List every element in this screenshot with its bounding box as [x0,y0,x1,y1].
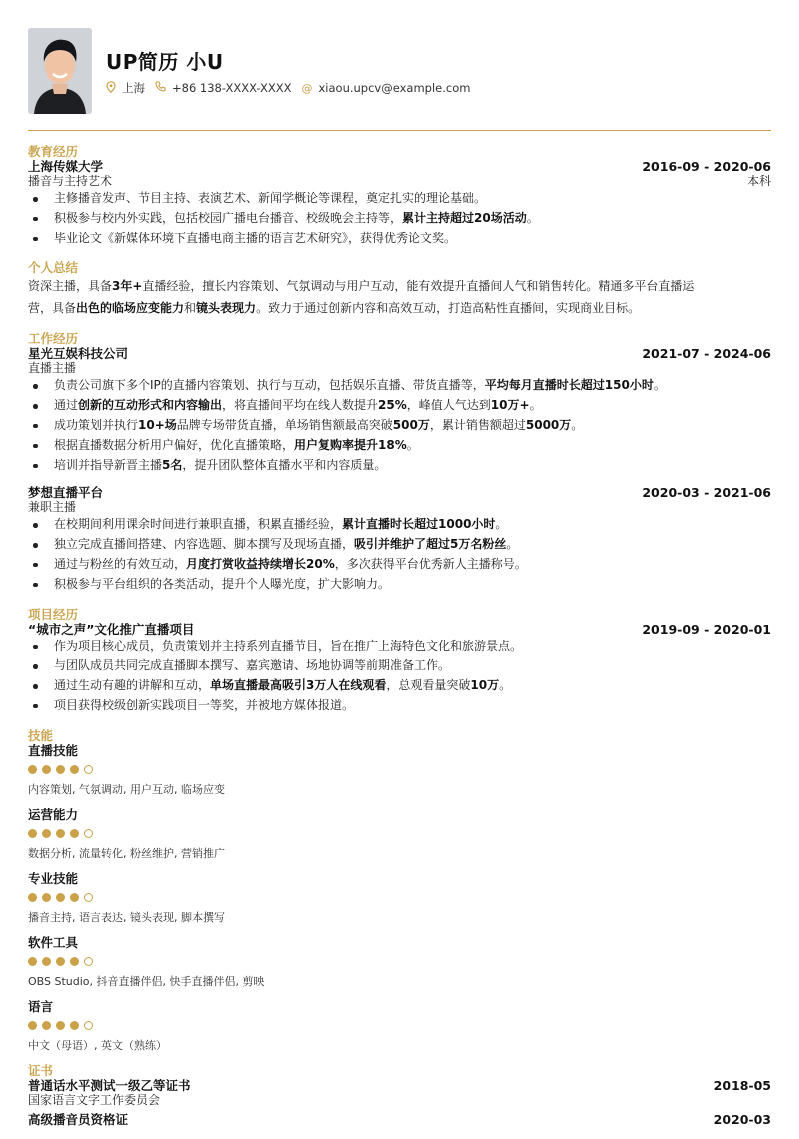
job-dates: 2021-07 - 2024-06 [642,346,771,362]
rating-dot-filled-icon [42,957,51,966]
school-name: 上海传媒大学 [28,159,104,174]
skill-rating [28,957,771,967]
job-list [28,346,771,594]
text-segment: 。 [406,437,419,452]
text-segment: 通过与粉丝的有效互动， [54,556,187,571]
skill-name: 专业技能 [28,870,79,886]
text-segment: ，将直播间平均在线人数提升 [222,398,379,413]
list-item [28,229,771,249]
list-item [28,535,771,555]
text-segment: 和 [184,301,197,316]
project-header [28,622,771,637]
skill-name: 软件工具 [28,934,79,950]
project-name: “城市之声”文化推广直播项目 [28,621,195,637]
skill-name: 运营能力 [28,806,79,822]
list-item [28,209,771,229]
skill-rating [28,765,771,775]
job-subheader [28,361,771,376]
rating-dot-filled-icon [56,893,65,902]
skill-description: OBS Studio, 抖音直播伴侣, 快手直播伴侣, 剪映 [28,974,265,988]
rating-dot-filled-icon [70,1021,79,1030]
list-item [28,575,771,595]
rating-dot-filled-icon [56,957,65,966]
section-skills [28,728,771,1053]
job-entry [28,485,771,594]
certificate-name: 普通话水平测试一级乙等证书 [28,1077,191,1093]
list-item [28,555,771,575]
highlight-text: 500万 [392,417,430,432]
project-list [28,622,771,716]
skill-name: 语言 [28,998,54,1014]
text-segment: 资深主播，具备 [28,279,113,294]
rating-dot-empty-icon [84,765,93,774]
text-segment: 项目获得校级创新实践项目一等奖，并被地方媒体报道。 [54,697,355,712]
section-education [28,144,771,248]
skill-description: 数据分析, 流量转化, 粉丝维护, 营销推广 [28,846,225,860]
text-segment: 。致力于通过创新内容和高效互动，打造高粘性直播间，实现商业目标。 [256,301,641,316]
highlight-text: 10+场 [138,417,177,432]
text-segment: 通过 [54,398,79,413]
text-segment: 作为项目核心成员，负责策划并主持系列直播节目，旨在推广上海特色文化和旅游景点。 [54,638,523,653]
project-entry [28,622,771,716]
text-segment: 通过生动有趣的讲解和互动， [54,678,211,693]
list-item [28,456,771,476]
job-role: 直播主播 [28,361,77,376]
highlight-text: 创新的互动形式和内容输出 [78,398,223,413]
rating-dot-filled-icon [70,829,79,838]
text-segment: ，峰值人气达到 [406,398,491,413]
certificate-name: 高级播音员资格证 [28,1111,129,1127]
rating-dot-filled-icon [56,1021,65,1030]
education-dates: 2016-09 - 2020-06 [642,159,771,174]
highlight-text: 月度打赏收益持续增长20% [186,556,335,571]
location-pin-icon [106,81,116,96]
contact-info [106,80,480,96]
degree: 本科 [746,174,771,188]
job-dates: 2020-03 - 2021-06 [642,485,771,501]
list-item [28,189,771,209]
list-item [28,396,771,416]
certificate-header [28,1078,771,1093]
text-segment: 积极参与校内外实践，包括校园广播电台播音、校级晚会主持等， [54,210,403,225]
section-summary [28,260,771,319]
section-title: 证书 [28,1062,54,1078]
rating-dot-filled-icon [28,893,37,902]
list-item [28,376,771,396]
text-segment: ，总观看量突破 [386,678,471,693]
list-item [28,436,771,456]
skill-item [28,999,771,1053]
rating-dot-filled-icon [56,765,65,774]
rating-dot-filled-icon [42,1021,51,1030]
rating-dot-filled-icon [70,957,79,966]
text-segment: 毕业论文《新媒体环境下直播电商主播的语言艺术研究》，获得优秀论文奖。 [54,230,457,245]
project-bullets [28,637,771,716]
header-divider [28,130,771,131]
list-item [28,676,771,696]
section-title: 个人总结 [28,260,79,276]
text-segment: 与团队成员共同完成直播脚本撰写、嘉宾邀请、场地协调等前期准备工作。 [54,658,451,673]
text-segment: 。 [653,378,666,393]
resume-content [28,144,771,1139]
highlight-text: 累计主持超过20场活动 [402,210,527,225]
section-title: 项目经历 [28,606,79,622]
company-name: 星光互娱科技公司 [28,346,129,362]
project-dates: 2019-09 - 2020-01 [642,621,771,637]
text-segment: 负责公司旗下多个IP的直播内容策划、执行与互动，包括娱乐直播、带货直播等， [54,378,485,393]
job-bullets [28,376,771,475]
company-name: 梦想直播平台 [28,485,104,501]
major: 播音与主持艺术 [28,174,113,188]
highlight-text: 镜头表现力 [196,301,257,316]
list-item [28,656,771,676]
rating-dot-empty-icon [84,1021,93,1030]
highlight-text: 用户复购率提升18% [294,437,407,452]
rating-dot-empty-icon [84,957,93,966]
section-title: 工作经历 [28,331,79,347]
avatar [28,28,92,114]
job-bullets [28,515,771,594]
text-segment: 营，具备 [28,301,77,316]
text-segment: 。 [526,210,539,225]
skill-rating [28,829,771,839]
list-item [28,416,771,436]
rating-dot-filled-icon [42,893,51,902]
skill-item [28,743,771,797]
rating-dot-filled-icon [28,829,37,838]
job-header [28,485,771,500]
phone-text: +86 138-XXXX-XXXX [172,81,292,95]
skill-item [28,871,771,925]
skill-description: 内容策划, 气氛调动, 用户互动, 临场应变 [28,782,225,796]
text-segment: 。 [529,398,542,413]
email-text[interactable]: xiaou.upcv@example.com [318,81,471,95]
certificate-date: 2018-05 [713,1077,771,1093]
rating-dot-filled-icon [28,1021,37,1030]
list-item [28,696,771,716]
text-segment: ，提升团队整体直播水平和内容质量。 [182,457,387,472]
certificate-item [28,1078,771,1108]
highlight-text: 3年+ [112,279,143,294]
text-segment: 主修播音发声、节目主持、表演艺术、新闻学概论等课程，奠定扎实的理论基础。 [54,191,487,205]
text-segment: 。 [506,537,519,552]
contact-email[interactable] [301,81,470,95]
skill-description: 播音主持, 语言表达, 镜头表现, 脚本撰写 [28,910,225,924]
text-segment: ，累计销售额超过 [429,417,526,432]
text-segment: 培训并指导新晋主播 [54,457,163,472]
text-segment: 品牌专场带货直播，单场销售额最高突破 [176,417,393,432]
highlight-text: 25% [378,398,407,413]
highlight-text: 吸引并维护了超过5万名粉丝 [354,537,507,552]
text-segment: 积极参与平台组织的各类活动，提升个人曝光度，扩大影响力。 [54,576,391,591]
rating-dot-filled-icon [56,829,65,838]
highlight-text: 10万 [470,678,500,693]
section-projects [28,607,771,716]
contact-location [106,80,145,96]
text-segment: 成功策划并执行 [54,417,139,432]
candidate-name: UP简历 小U [106,50,224,74]
highlight-text: 5000万 [525,417,572,432]
paragraph-line [28,297,771,319]
text-segment: 直播经验，擅长内容策划、气氛调动与用户互动，能有效提升直播间人气和销售转化。精通多平台直播运 [142,279,695,294]
text-segment: 。 [571,417,584,432]
rating-dot-filled-icon [70,765,79,774]
rating-dot-empty-icon [84,893,93,902]
phone-icon [155,81,166,95]
skill-list [28,743,771,1053]
text-segment: 根据直播数据分析用户偏好，优化直播策略， [54,437,295,452]
text-segment: 在校期间利用课余时间进行兼职直播，积累直播经验， [54,517,343,532]
certificate-date: 2020-03 [713,1111,771,1127]
education-subheader [28,174,771,189]
education-header [28,159,771,174]
job-header [28,346,771,361]
highlight-text: 10万+ [490,398,530,413]
skill-description: 中文（母语）, 英文（熟练） [28,1038,167,1052]
skill-item [28,807,771,861]
highlight-text: 单场直播最高吸引3万人在线观看 [210,678,387,693]
skill-item [28,935,771,989]
rating-dot-filled-icon [28,765,37,774]
summary-text [28,275,771,319]
contact-phone [155,81,291,95]
certificate-issuer: 国家语言文字工作委员会 [28,1092,161,1107]
rating-dot-filled-icon [42,765,51,774]
rating-dot-filled-icon [42,829,51,838]
portrait-photo-icon [28,28,92,114]
section-certificates [28,1063,771,1127]
certificate-list [28,1078,771,1127]
text-segment: ，多次获得平台优秀新人主播称号。 [334,556,527,571]
skill-rating [28,1021,771,1031]
section-title: 技能 [28,727,54,743]
certificate-header [28,1112,771,1127]
section-title: 教育经历 [28,144,79,159]
highlight-text: 平均每月直播时长超过150小时 [484,378,654,393]
location-text: 上海 [122,81,145,95]
list-item [28,637,771,657]
highlight-text: 5名 [162,457,183,472]
rating-dot-empty-icon [84,829,93,838]
highlight-text: 出色的临场应变能力 [76,301,185,316]
highlight-text: 累计直播时长超过1000小时 [342,517,496,532]
rating-dot-filled-icon [70,893,79,902]
job-entry [28,346,771,475]
job-subheader [28,500,771,515]
rating-dot-filled-icon [28,957,37,966]
section-work [28,331,771,594]
education-bullets [28,189,771,248]
skill-name: 直播技能 [28,742,79,758]
text-segment: 独立完成直播间搭建、内容选题、脚本撰写及现场直播， [54,537,355,552]
job-role: 兼职主播 [28,500,77,515]
text-segment: 。 [495,517,508,532]
text-segment: 。 [499,678,512,693]
list-item [28,515,771,535]
paragraph-line [28,275,771,297]
skill-rating [28,893,771,903]
at-sign-icon: @ [301,81,313,95]
certificate-item [28,1112,771,1127]
resume-header [28,28,771,114]
